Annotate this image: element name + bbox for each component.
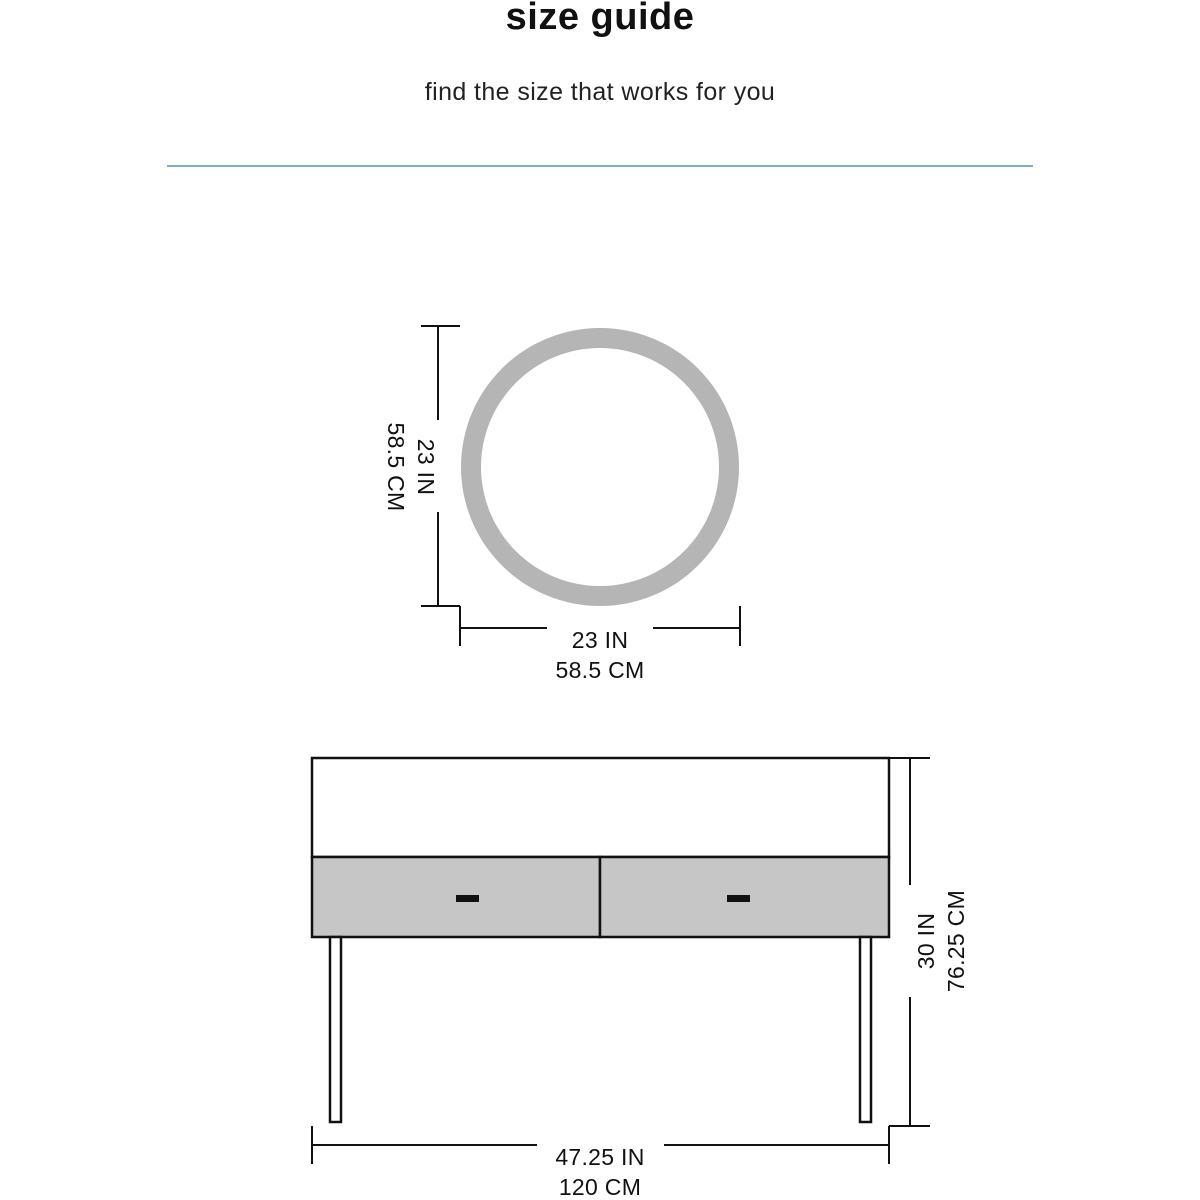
console-table — [312, 758, 889, 1122]
mirror-width-in-label: 23 IN — [571, 627, 629, 653]
page-subtitle: find the size that works for you — [424, 78, 776, 106]
left-drawer-handle — [456, 895, 479, 902]
left-leg — [330, 937, 341, 1122]
console-width-in-label: 47.25 IN — [555, 1144, 645, 1170]
right-drawer-handle — [727, 895, 750, 902]
console-height-in-label: 30 IN — [913, 912, 939, 970]
right-leg — [860, 937, 871, 1122]
console-height-cm-label: 76.25 CM — [943, 889, 969, 993]
console-top-section — [312, 758, 889, 857]
mirror-glass — [481, 348, 719, 586]
mirror-width-cm-label: 58.5 CM — [555, 657, 645, 683]
mirror-height-in-label: 23 IN — [413, 438, 439, 496]
mirror-height-cm-label: 58.5 CM — [383, 422, 409, 512]
console-width-cm-label: 120 CM — [558, 1174, 642, 1200]
page-title: size guide — [505, 0, 695, 38]
round-mirror — [461, 328, 739, 606]
